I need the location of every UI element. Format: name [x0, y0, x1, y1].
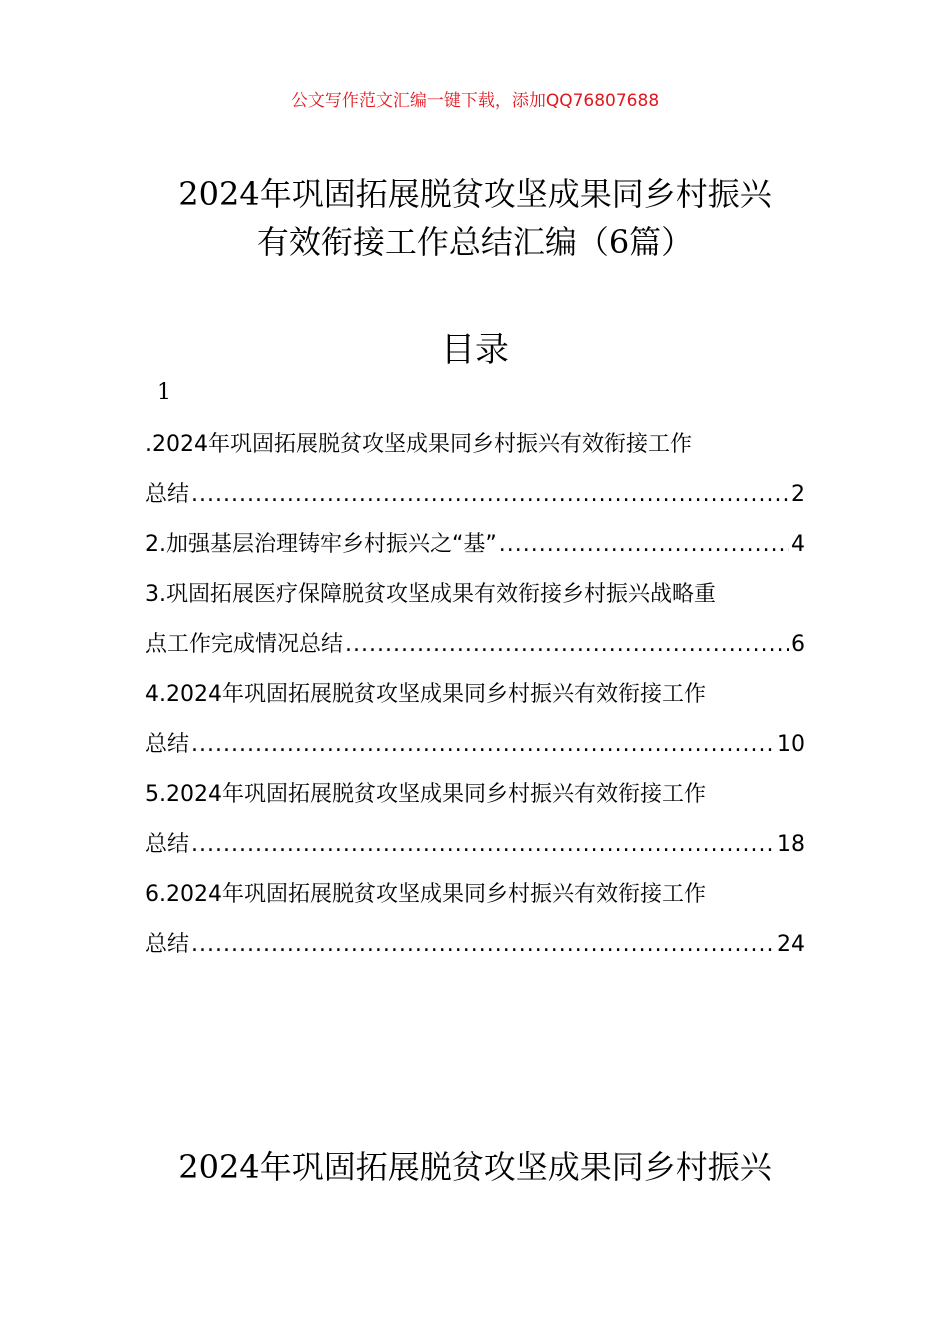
- toc-entry-text: 总结: [145, 732, 190, 757]
- toc-entry-6[interactable]: [145, 870, 805, 970]
- toc-entry-2[interactable]: [145, 520, 805, 570]
- toc-entry-text: 4.2024年巩固拓展脱贫攻坚成果同乡村振兴有效衔接工作: [145, 682, 706, 707]
- toc-entry-text: 5.2024年巩固拓展脱贫攻坚成果同乡村振兴有效衔接工作: [145, 782, 706, 807]
- toc-entry-text: 6.2024年巩固拓展脱贫攻坚成果同乡村振兴有效衔接工作: [145, 882, 706, 907]
- toc-page-number: 10: [777, 732, 805, 757]
- dot-leader: [191, 470, 789, 520]
- toc-page-number: 2: [791, 482, 805, 507]
- toc-entry-1[interactable]: [145, 420, 805, 520]
- toc-entry-text: 2.加强基层治理铸牢乡村振兴之“基”: [145, 532, 497, 557]
- dot-leader: [191, 920, 775, 970]
- dot-leader: [191, 820, 775, 870]
- toc-entry-4[interactable]: [145, 670, 805, 770]
- toc-entry-3[interactable]: [145, 570, 805, 670]
- dot-leader: [499, 520, 789, 570]
- toc-heading: 目录: [441, 330, 509, 370]
- toc-entry-text: 总结: [145, 832, 190, 857]
- toc-entry-5[interactable]: [145, 770, 805, 870]
- toc-page-number: 6: [791, 632, 805, 657]
- toc-page-number: 18: [777, 832, 805, 857]
- toc-entry-text: 总结: [145, 482, 190, 507]
- next-section-title: 2024年巩固拓展脱贫攻坚成果同乡村振兴: [178, 1148, 772, 1186]
- toc-entry-text: 总结: [145, 932, 190, 957]
- document-title: [0, 170, 950, 266]
- table-of-contents: [145, 420, 805, 970]
- title-line-2: 有效衔接工作总结汇编（6篇）: [256, 223, 694, 261]
- header-note: 公文写作范文汇编一键下载，添加QQ76807688: [290, 91, 660, 111]
- toc-entry-text: .2024年巩固拓展脱贫攻坚成果同乡村振兴有效衔接工作: [145, 432, 692, 457]
- toc-page-number: 24: [777, 932, 805, 957]
- dot-leader: [345, 620, 789, 670]
- dot-leader: [191, 720, 775, 770]
- toc-entry-text: 3.巩固拓展医疗保障脱贫攻坚成果有效衔接乡村振兴战略重: [145, 582, 716, 607]
- toc-entry-text: 点工作完成情况总结: [145, 632, 344, 657]
- title-line-1: 2024年巩固拓展脱贫攻坚成果同乡村振兴: [178, 175, 772, 213]
- toc-page-number: 4: [791, 532, 805, 557]
- page-number: 1: [157, 380, 171, 405]
